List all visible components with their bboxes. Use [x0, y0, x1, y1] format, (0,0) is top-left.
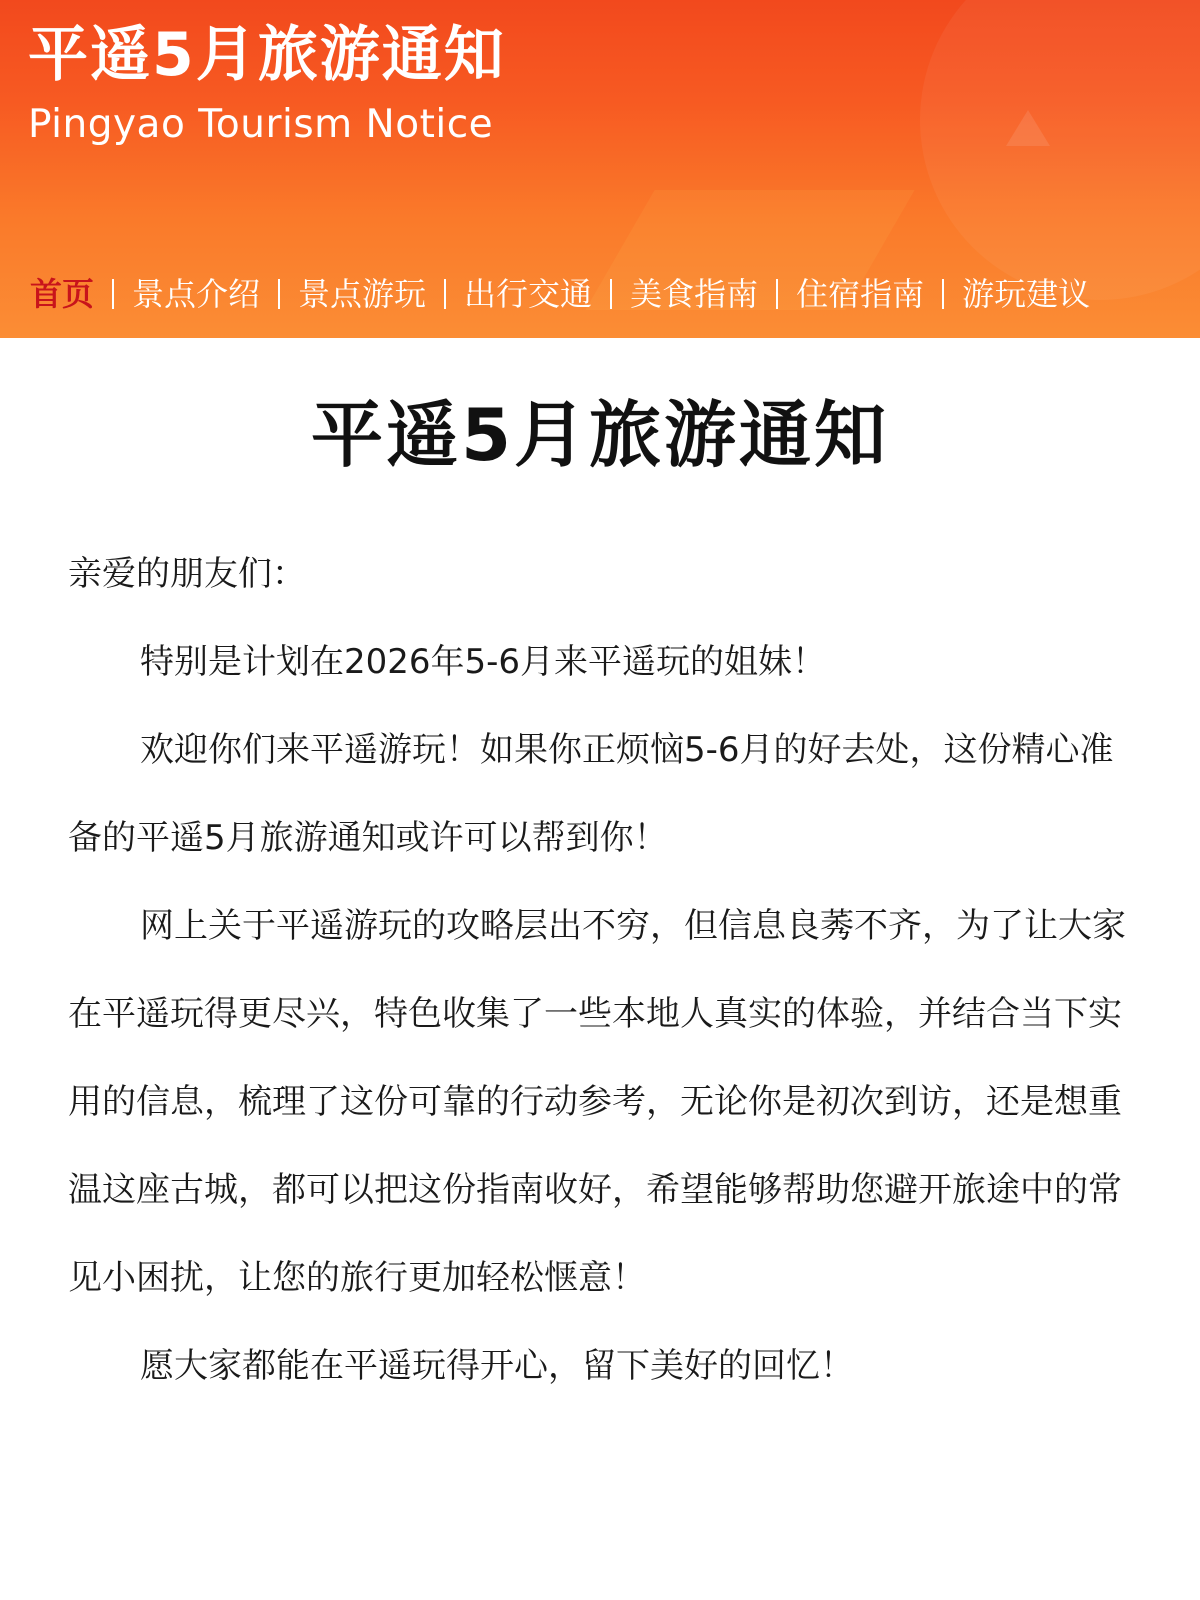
decorative-circle	[920, 0, 1200, 300]
article-paragraph: 特别是计划在2026年5-6月来平遥玩的姐妹！	[140, 642, 827, 682]
decorative-triangle	[1006, 110, 1050, 146]
nav-separator	[444, 279, 446, 309]
article-greeting: 亲爱的朋友们：	[68, 554, 306, 594]
header-title: 平遥5月旅游通知	[28, 20, 506, 90]
nav-bar	[30, 272, 1090, 316]
article-title: 平遥5月旅游通知	[310, 393, 890, 477]
nav-separator	[776, 279, 778, 309]
article-paragraph: 愿大家都能在平遥玩得开心，留下美好的回忆！	[140, 1346, 854, 1386]
nav-item-lodging[interactable]: 住宿指南	[796, 275, 925, 313]
nav-separator	[942, 279, 944, 309]
header-subtitle: Pingyao Tourism Notice	[28, 102, 494, 147]
nav-item-food[interactable]: 美食指南	[630, 275, 759, 313]
nav-item-attractions[interactable]: 景点介绍	[132, 275, 261, 313]
article-paragraph: 网上关于平遥游玩的攻略层出不穷，但信息良莠不齐，为了让大家在平遥玩得更尽兴，特色收集了一些本地人真实的体验，并结合当下实用的信息，梳理了这份可靠的行动参考，无论你是初次到访，还是想重温这座古城，都可以把这份指南收好，希望能够帮助您避开旅途中的常见小困扰，让您的旅行更加轻松惬意！	[68, 906, 1126, 1298]
article-body	[68, 530, 1132, 1410]
nav-separator	[278, 279, 280, 309]
nav-item-tips[interactable]: 游玩建议	[962, 275, 1091, 313]
nav-item-sightseeing[interactable]: 景点游玩	[298, 275, 427, 313]
article-paragraph: 欢迎你们来平遥游玩！如果你正烦恼5-6月的好去处，这份精心准备的平遥5月旅游通知或许可以帮到你！	[68, 730, 1114, 858]
nav-separator	[112, 279, 114, 309]
nav-item-transport[interactable]: 出行交通	[464, 275, 593, 313]
nav-item-home[interactable]: 首页	[30, 275, 95, 313]
header-banner	[0, 0, 1200, 338]
nav-separator	[610, 279, 612, 309]
